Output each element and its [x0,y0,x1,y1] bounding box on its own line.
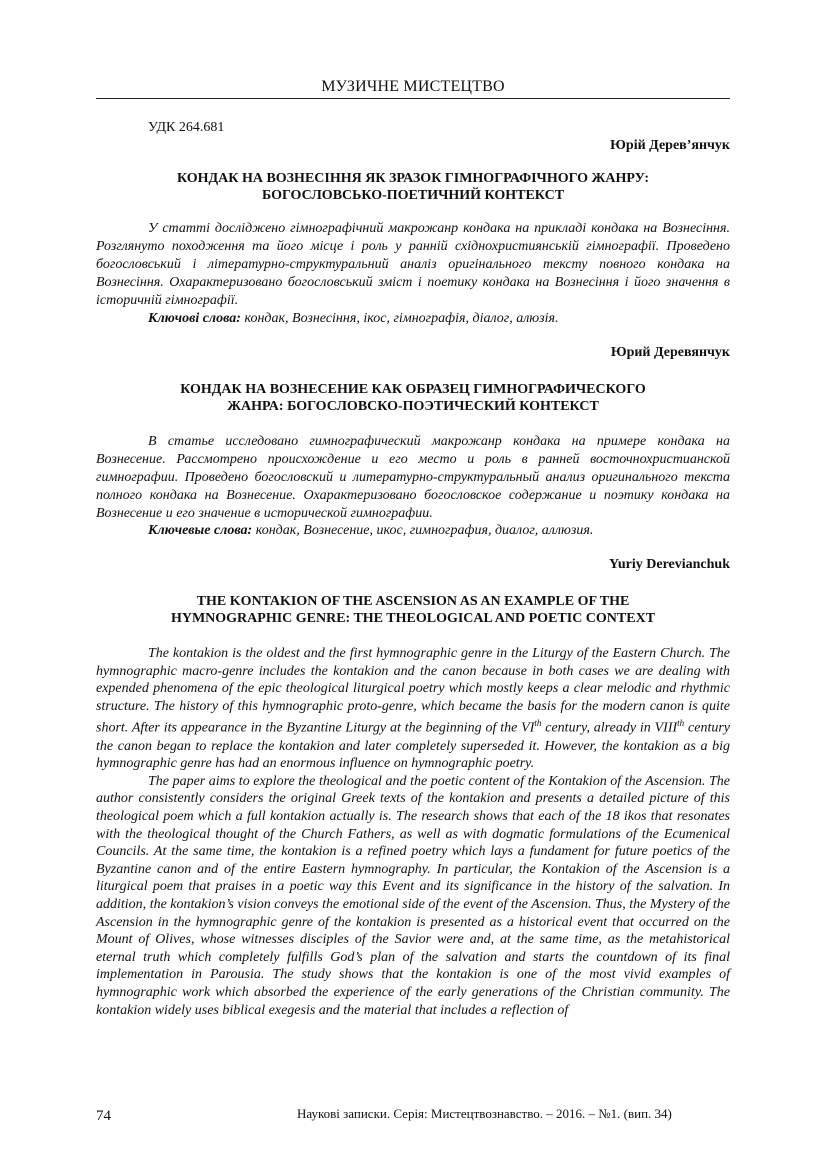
superscript-th-2: th [677,718,685,729]
keywords-ukrainian [148,311,559,327]
author-russian: Юрий Деревянчук [610,345,730,360]
page-number: 74 [96,1108,111,1124]
header-divider [96,98,730,99]
keywords-ukrainian-label: Ключові слова: [148,311,241,326]
abstract-russian [96,433,730,523]
english-paragraph-1 [96,645,730,773]
english-paragraph-1-part-b: century, already in VIII [541,721,678,737]
keywords-russian-label: Ключевые слова: [148,523,253,538]
author-ukrainian: Юрій Дерев’янчук [610,138,730,153]
title-russian-line1: КОНДАК НА ВОЗНЕСЕНИЕ КАК ОБРАЗЕЦ ГИМНОГРАФИЧЕСКОГО [180,382,646,397]
english-paragraph-2: The paper aims to explore the theological and the poetic content of the Kontakion of the Ascension. The author consistently considers the original Greek texts of the kontakion and presents a detailed picture of this theological poem which a full kontakion actually is. The research shows that each of the 18 ikos that resonates with the theological thought of the Church Fathers, as well as with dogmatic formulations of the Ecumenical Councils. At the same time, the kontakion is a refined poetry which lays a fundament for future poetics of the Byzantine canon and of the entire Eastern hymnography. In particular, the Kontakion of the Ascension is a liturgical poem that praises in a poetic way this Event and its significance in the history of the salvation. In addition, the kontakion’s vision conveys the emotional side of the event of the Ascension. Thus, the Mystery of the Ascension in the hymnographic genre of the kontakion is presented as a historical event that occurred on the Mount of Olives, whose witnesses disciples of the Savior were and, at the same time, as the metahistorical eternal truth which completely fulfills God’s plan of the salvation and starts the countdown of its final implementation in Parousia. The study shows that the kontakion is one of the most vivid examples of hymnographic work which absorbed the experience of the early generations of the Christian community. The kontakion widely uses biblical exegesis and the material that includes a reflection of [96,773,730,1018]
title-russian-line2: ЖАНРА: БОГОСЛОВСКО-ПОЭТИЧЕСКИЙ КОНТЕКСТ [227,399,599,414]
abstract-ukrainian-text: У статті досліджено гімнографічний макрожанр кондака на прикладі кондака на Вознесіння. Розглянуто походження та його місце і роль у ранній східнохристиянській гімнографії. Проведено богословський і літературно-структуральний аналіз оригінального тексту повного кондака на Вознесіння. Охарактеризовано богословський зміст і поетику кондака на Вознесіння і його значення в історичній гімнографії. [96,221,730,308]
running-header-title: МУЗИЧНЕ МИСТЕЦТВО [321,78,505,95]
keywords-russian-list: кондак, Вознесение, икос, гимнография, диалог, аллюзия. [252,523,594,538]
keywords-ukrainian-list: кондак, Вознесіння, ікос, гімнографія, діалог, алюзія. [240,311,559,326]
udk-code: УДК 264.681 [148,120,225,135]
title-russian [96,381,730,415]
english-body [96,645,730,1019]
author-english: Yuriy Derevianchuk [609,557,730,572]
title-ukrainian-line2: БОГОСЛОВСЬКО-ПОЕТИЧНИЙ КОНТЕКСТ [261,188,565,203]
english-paragraph-1-part-a: The kontakion is the oldest and the first hymnographic genre in the Liturgy of the Eastern Church. The hymnographic macro-genre includes the kontakion and the canon because in both cases we are dealing with expended phenomena of the epic theological liturgical poetry which mostly keeps a clear melodic and rhythmic structure. The history of this hymnographic proto-genre, which became the basis for the modern canon is quite short. After its appearance in the Byzantine Liturgy at the beginning of the VI [96,646,730,737]
journal-citation: Наукові записки. Серія: Мистецтвознавство. – 2016. – №1. (вип. 34) [297,1106,672,1121]
abstract-ukrainian [96,220,730,310]
title-english-line2: HYMNOGRAPHIC GENRE: THE THEOLOGICAL AND POETIC CONTEXT [170,611,656,626]
keywords-russian [148,523,593,539]
title-english-line1: THE KONTAKION OF THE ASCENSION AS AN EXAMPLE OF THE [196,594,630,609]
superscript-th-1: th [534,718,542,729]
title-ukrainian [96,170,730,204]
abstract-russian-text: В статье исследовано гимнографический макрожанр кондака на примере кондака на Вознесение. Рассмотрено происхождение и его место и роль в ранней восточнохристианской гимнографии. Проведено богословский и литературно-структуральный анализ оригинального текста полного кондака на Вознесение. Охарактеризовано богословское содержание и поэтику кондака на Вознесение и его значение в исторической гимнографии. [96,434,730,521]
title-english [96,593,730,627]
title-ukrainian-line1: КОНДАК НА ВОЗНЕСІННЯ ЯК ЗРАЗОК ГІМНОГРАФІЧНОГО ЖАНРУ: [176,171,650,186]
english-paragraph-1-part-c: century the canon began to replace the kontakion and later completely superseded it. However, the kontakion as a big hymnographic genre has had an enormous influence on hymnographic poetry. [96,721,730,772]
